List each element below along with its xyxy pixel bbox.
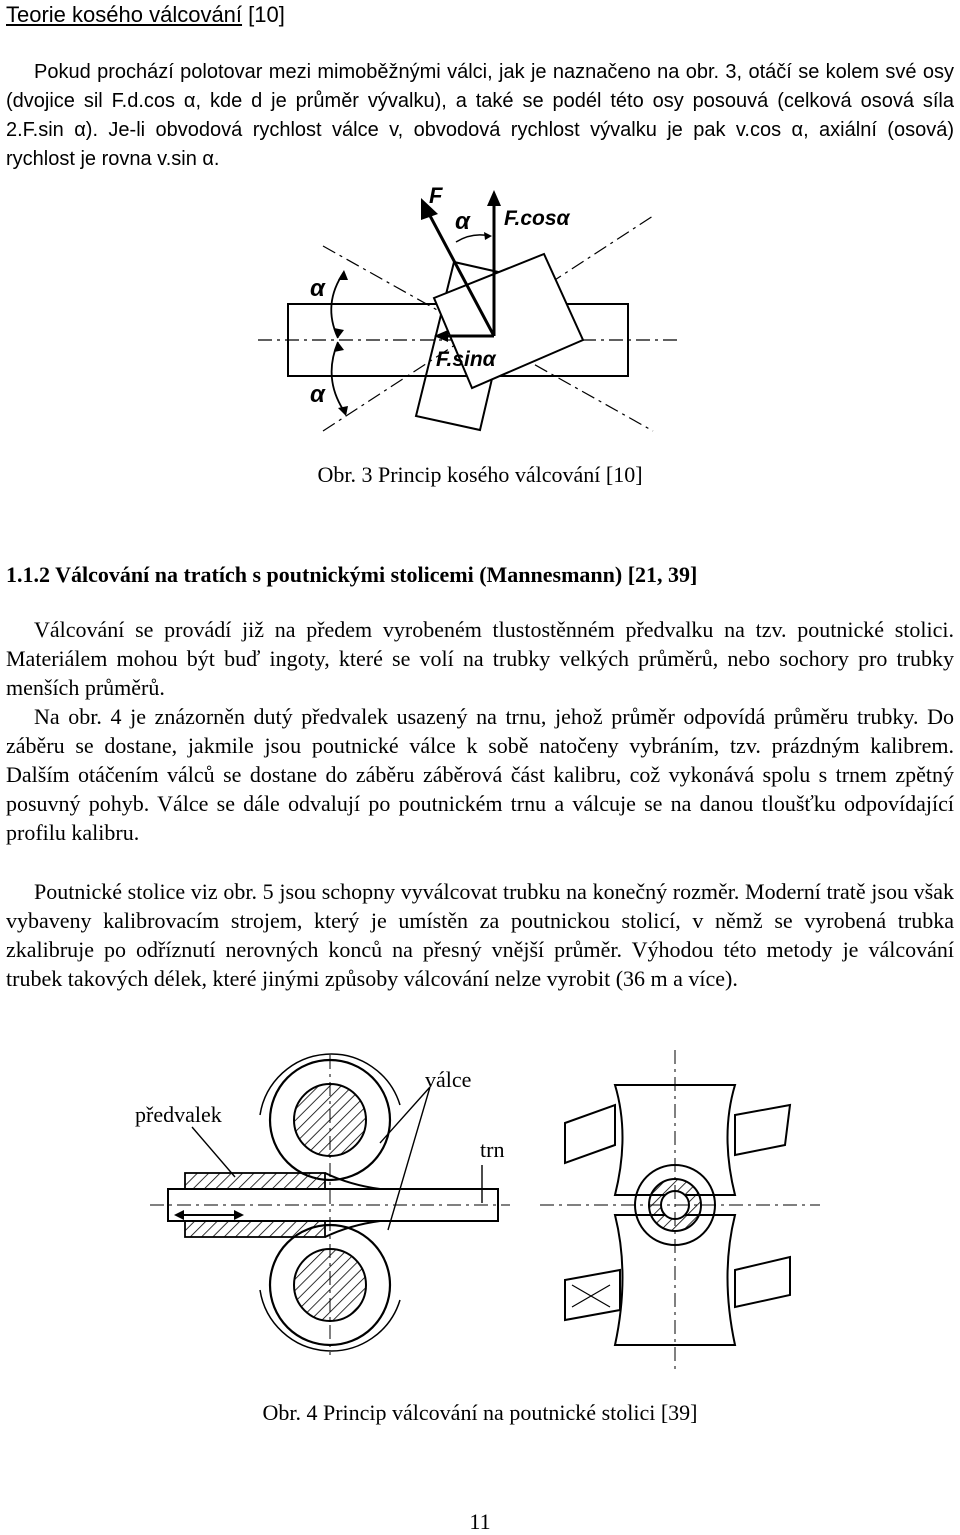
- page-number: 11: [469, 1509, 491, 1534]
- label-fsin: F.sinα: [436, 348, 496, 371]
- label-predvalek: předvalek: [135, 1102, 222, 1127]
- label-fcos: F.cosα: [504, 207, 570, 230]
- right-view: [565, 1085, 790, 1345]
- section-body: [6, 615, 954, 847]
- section-heading: 1.1.2 Válcování na tratích s poutnickými stolicemi (Mannesmann) [21, 39]: [6, 562, 698, 587]
- shaft-marking: [572, 1285, 610, 1307]
- label-alpha-left-top: α: [310, 275, 325, 302]
- label-trn: trn: [480, 1137, 505, 1162]
- label-F: F: [429, 183, 443, 208]
- figure2-caption: Obr. 4 Princip válcování na poutnické stolici [39]: [262, 1400, 698, 1425]
- paragraph-1: Válcování se provádí již na předem vyrobeném tlustostěnném předvalku na tzv. poutnické stolici. Materiálem mohou být buď ingoty, které se volí na trubky velkých průměrů, nebo sochory pro trubky menších průměrů.: [6, 617, 954, 700]
- figure-pilger-mill: [110, 1045, 825, 1375]
- paragraph-3: Poutnické stolice viz obr. 5 jsou schopny vyválcovat trubku na konečný rozměr. Moderní tratě jsou však vybaveny kalibrovacím strojem, který je umístěn za poutnickou stolicí, v němž se vyrobená trubka zkalibruje po odříznutí nerovných konců na přesný vnější průměr. Výhodou této metody je válcování trubek takových délek, které jinými způsoby válcování nelze vyrobit (36 m a více).: [6, 879, 954, 991]
- section-header: [6, 2, 285, 28]
- figure-skew-rolling: [258, 176, 678, 446]
- header-ref: [10]: [242, 2, 285, 27]
- section-body-2: [6, 877, 954, 993]
- label-valce: válce: [425, 1067, 472, 1092]
- tilted-rolls: [416, 254, 583, 430]
- label-alpha-left-bottom: α: [310, 381, 325, 408]
- paragraph-2: Na obr. 4 je znázorněn dutý předvalek usazený na trnu, jehož průměr odpovídá průměru trubky. Do záběru se dostane, jakmile jsou poutnické válce k sobě natočeny vybráním, tzv. prázdným kalibrem. Dalším otáčením válců se dostane do záběru záběrová část kalibru, což vykonává spolu s trnem zpětný posuvný pohyb. Válce se dále odvalují po poutnickém trnu a válcuje se na danou tloušťku odpovídající profilu kalibru.: [6, 704, 954, 845]
- header-link[interactable]: Teorie kosého válcování: [6, 2, 243, 27]
- left-view: [150, 1054, 510, 1355]
- label-alpha-top: α: [455, 208, 470, 235]
- intro-paragraph-block: [6, 58, 954, 174]
- figure1-caption: Obr. 3 Princip kosého válcování [10]: [317, 462, 643, 487]
- intro-paragraph: Pokud prochází polotovar mezi mimoběžnými válci, jak je naznačeno na obr. 3, otáčí se kolem své osy (dvojice sil F.d.cos α, kde d je průměr vývalku), a také se podél této osy posouvá (celková osová síla 2.F.sin α). Je-li obvodová rychlost válce v, obvodová rychlost vývalku je pak v.cos α, axiální (osová) rychlost je rovna v.sin α.: [6, 61, 954, 170]
